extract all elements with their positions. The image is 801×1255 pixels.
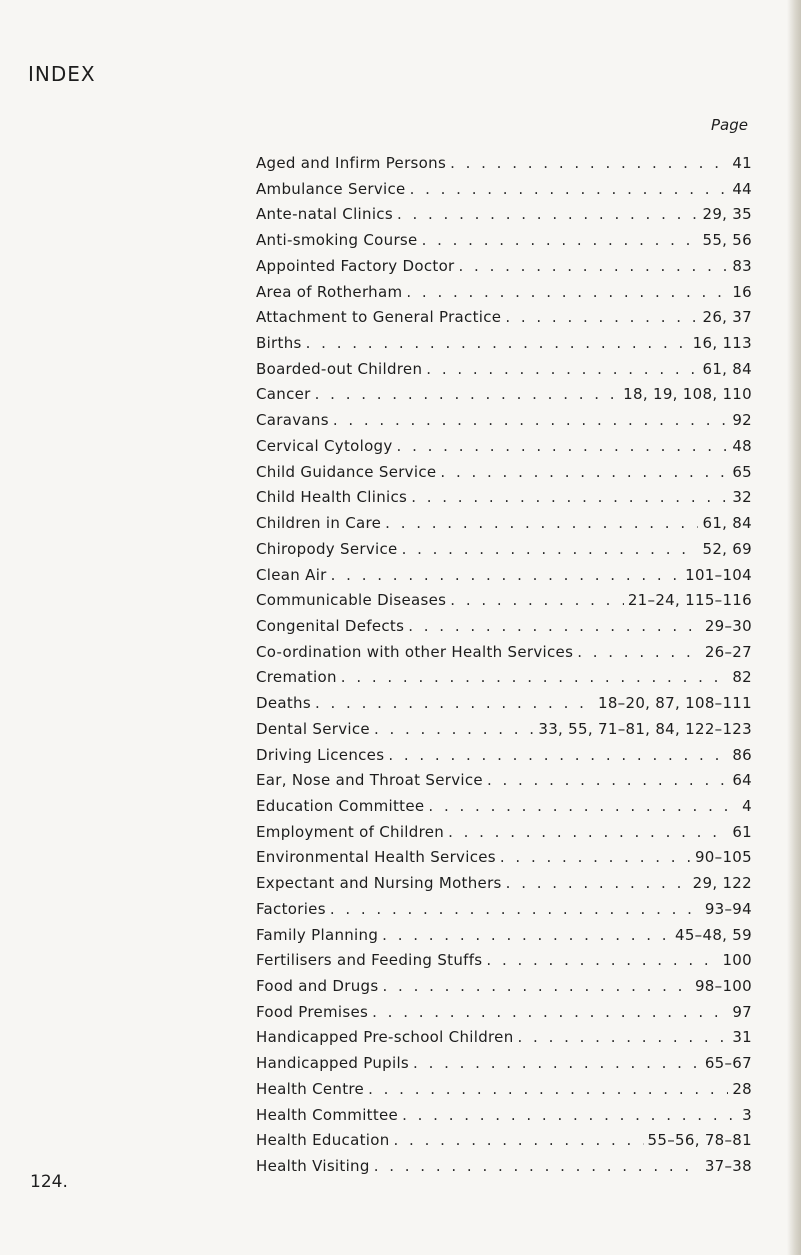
dot-leader [388,746,728,764]
entry-pages: 86 [732,745,752,764]
entry-pages: 98–100 [694,977,752,995]
entry-pages: 32 [732,488,752,507]
entry-label: Area of Rotherham [256,282,403,301]
index-entry [256,1157,752,1183]
index-entry [256,334,752,360]
entry-label: Aged and Infirm Persons [256,154,447,172]
entry-label: Dental Service [256,719,370,738]
entry-label: Environmental Health Services [256,848,496,867]
index-entry [256,668,752,694]
entry-pages: 45–48, 59 [675,925,752,944]
index-entry [256,540,752,566]
dot-leader [341,668,729,686]
dot-leader [450,591,624,609]
index-entry [256,308,752,334]
dot-leader [374,720,534,738]
entry-pages: 55, 56 [702,231,752,250]
entry-pages: 52, 69 [702,539,752,558]
page-number: 124. [30,1172,68,1192]
page-title: INDEX [28,62,96,86]
index-entry [256,360,752,386]
entry-pages: 61, 84 [702,359,752,378]
entry-label: Fertilisers and Feeding Stuffs [256,951,483,970]
dot-leader [374,1157,701,1175]
index-entry [256,591,752,617]
dot-leader [577,643,701,661]
entry-label: Factories [256,899,326,918]
index-entry [256,411,752,437]
entry-pages: 31 [732,1028,752,1047]
index-entry [256,900,752,926]
entry-label: Co-ordination with other Health Services [256,642,574,661]
entry-pages: 4 [742,796,752,815]
entry-label: Health Visiting [256,1157,370,1176]
entry-pages: 18, 19, 108, 110 [623,385,752,404]
entry-label: Family Planning [256,925,379,944]
entry-pages: 83 [732,256,752,275]
entry-label: Attachment to General Practice [256,308,502,327]
dot-leader [397,205,699,223]
index-entry [256,643,752,669]
dot-leader [500,848,691,866]
index-list [256,154,752,1183]
entry-label: Food and Drugs [256,977,379,995]
dot-leader [506,874,689,892]
entry-pages: 26–27 [704,642,752,661]
dot-leader [315,385,620,403]
entry-label: Health Education [256,1131,390,1150]
index-entry [256,977,752,1003]
index-entry [256,385,752,411]
dot-leader [428,797,738,815]
dot-leader [402,540,699,558]
entry-label: Handicapped Pupils [256,1054,410,1073]
entry-pages: 92 [732,411,752,430]
dot-leader [406,283,728,301]
entry-label: Congenital Defects [256,616,405,635]
entry-pages: 93–94 [704,899,752,918]
dot-leader [448,823,728,841]
entry-pages: 61 [732,822,752,841]
dot-leader [422,231,699,249]
index-entry [256,463,752,489]
entry-label: Communicable Diseases [256,591,447,610]
index-entry [256,283,752,309]
index-entry [256,874,752,900]
entry-label: Boarded-out Children [256,359,423,378]
entry-pages: 100 [722,951,752,970]
entry-pages: 16, 113 [692,334,752,353]
page-column-label: Page [711,116,748,134]
entry-label: Expectant and Nursing Mothers [256,874,502,893]
entry-pages: 28 [732,1079,752,1098]
entry-pages: 64 [732,771,752,790]
dot-leader [306,334,689,352]
entry-pages: 29, 122 [692,874,752,893]
dot-leader [394,1131,644,1149]
index-entry [256,437,752,463]
dot-leader [402,1106,738,1124]
entry-pages: 61, 84 [702,514,752,533]
entry-label: Handicapped Pre-school Children [256,1028,514,1047]
entry-pages: 16 [732,282,752,301]
index-entry [256,926,752,952]
entry-pages: 37–38 [704,1157,752,1176]
entry-label: Chiropody Service [256,539,398,558]
entry-label: Child Health Clinics [256,488,408,507]
entry-pages: 26, 37 [702,308,752,327]
entry-pages: 33, 55, 71–81, 84, 122–123 [538,719,752,738]
index-entry [256,848,752,874]
index-entry [256,257,752,283]
index-entry [256,720,752,746]
dot-leader [372,1003,728,1021]
entry-label: Child Guidance Service [256,462,437,481]
dot-leader [505,308,698,326]
page-edge-shadow [787,0,801,1255]
entry-label: Cremation [256,668,337,687]
dot-leader [459,257,729,275]
dot-leader [397,437,729,455]
index-entry [256,1080,752,1106]
dot-leader [410,180,729,198]
dot-leader [331,566,681,584]
index-entry [256,823,752,849]
dot-leader [330,900,701,918]
entry-pages: 90–105 [694,848,752,867]
entry-label: Deaths [256,694,311,713]
index-entry [256,514,752,540]
entry-pages: 65–67 [704,1054,752,1073]
entry-pages: 21–24, 115–116 [627,591,752,610]
entry-pages: 101–104 [685,565,752,584]
index-entry [256,1028,752,1054]
dot-leader [487,771,728,789]
entry-label: Food Premises [256,1002,369,1021]
index-entry [256,231,752,257]
index-entry [256,566,752,592]
entry-label: Clean Air [256,565,327,584]
dot-leader [315,694,594,712]
index-entry [256,1131,752,1157]
entry-pages: 97 [732,1002,752,1021]
index-entry [256,1054,752,1080]
entry-pages: 82 [732,668,752,687]
index-entry [256,1106,752,1132]
entry-pages: 41 [732,154,752,172]
index-entry [256,771,752,797]
entry-label: Employment of Children [256,822,445,841]
dot-leader [450,154,728,172]
dot-leader [385,514,698,532]
dot-leader [413,1054,701,1072]
entry-label: Ear, Nose and Throat Service [256,771,483,790]
entry-label: Appointed Factory Doctor [256,256,455,275]
index-entry [256,746,752,772]
entry-label: Births [256,334,302,353]
dot-leader [383,977,691,995]
entry-label: Caravans [256,411,329,430]
index-entry [256,617,752,643]
index-entry [256,1003,752,1029]
entry-pages: 29–30 [704,616,752,635]
dot-leader [440,463,728,481]
dot-leader [486,951,718,969]
dot-leader [411,488,728,506]
entry-label: Cervical Cytology [256,436,393,455]
entry-pages: 48 [732,436,752,455]
index-entry [256,180,752,206]
entry-pages: 44 [732,179,752,198]
dot-leader [426,360,698,378]
index-entry [256,694,752,720]
dot-leader [382,926,671,944]
dot-leader [368,1080,728,1098]
index-entry [256,951,752,977]
entry-label: Anti-smoking Course [256,231,418,250]
entry-label: Cancer [256,385,311,404]
entry-pages: 3 [742,1105,752,1124]
dot-leader [408,617,701,635]
entry-pages: 65 [732,462,752,481]
entry-label: Ambulance Service [256,179,406,198]
index-entry [256,205,752,231]
entry-label: Health Centre [256,1079,365,1098]
entry-pages: 29, 35 [702,205,752,224]
index-entry [256,488,752,514]
entry-label: Children in Care [256,514,382,533]
dot-leader [333,411,728,429]
dot-leader [518,1028,729,1046]
entry-pages: 55–56, 78–81 [647,1131,752,1150]
entry-label: Education Committee [256,796,425,815]
entry-label: Driving Licences [256,745,385,764]
entry-label: Ante-natal Clinics [256,205,393,224]
index-entry [256,797,752,823]
entry-pages: 18–20, 87, 108–111 [598,694,752,713]
entry-label: Health Committee [256,1105,399,1124]
index-entry [256,154,752,180]
